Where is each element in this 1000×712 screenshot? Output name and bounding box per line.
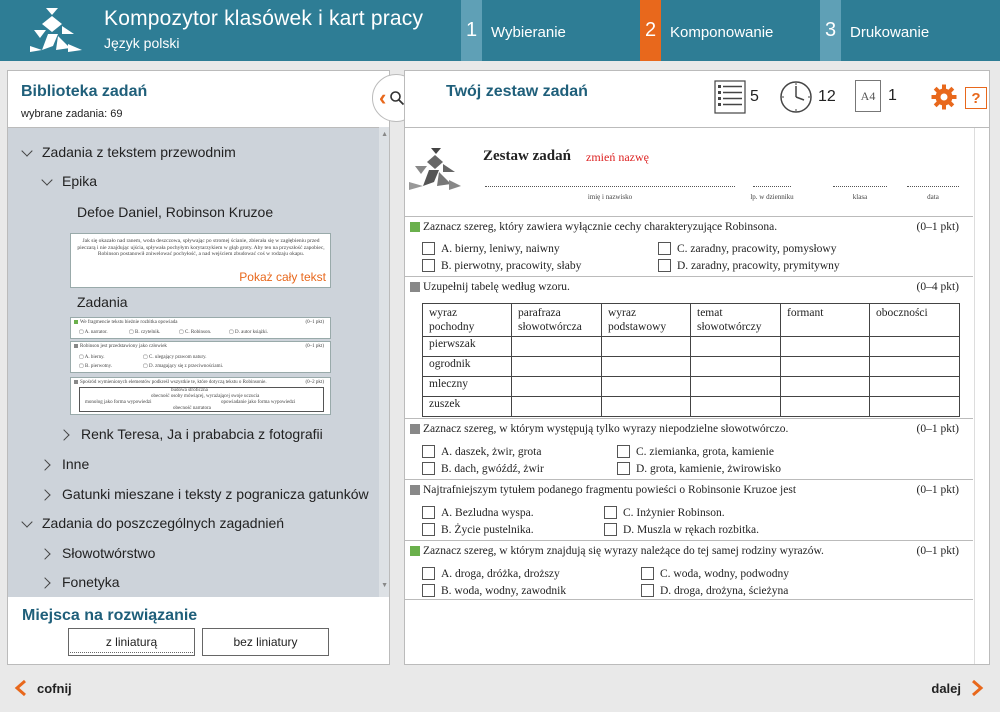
task-text: Zaznacz szereg, w którym znajdują się wyrazy należące do tej samej rodziny wyrazów. bbox=[423, 545, 824, 557]
task-tree bbox=[8, 127, 389, 597]
app-title: Kompozytor klasówek i kart pracy bbox=[104, 7, 424, 30]
task-points: (0–1 pkt) bbox=[916, 545, 959, 557]
step-number: 2 bbox=[640, 0, 661, 61]
task-points: (0–1 pkt) bbox=[916, 221, 959, 233]
task-status-icon bbox=[410, 546, 420, 556]
answer-checkbox[interactable] bbox=[422, 506, 435, 519]
answer-checkbox[interactable] bbox=[422, 462, 435, 475]
chevron-right-icon[interactable] bbox=[60, 429, 71, 440]
chevron-left-icon: ‹ bbox=[379, 85, 387, 110]
task-status-icon bbox=[410, 424, 420, 434]
gear-icon[interactable] bbox=[931, 84, 957, 110]
search-icon bbox=[389, 90, 405, 106]
tree-node-mixed-genres[interactable]: Gatunki mieszane i teksty z pogranicza gatunków bbox=[41, 486, 369, 502]
tree-node-robinson[interactable]: Defoe Daniel, Robinson Kruzoe bbox=[77, 204, 274, 220]
rename-link[interactable]: zmień nazwę bbox=[586, 150, 649, 164]
arrow-left-icon bbox=[14, 679, 28, 697]
text-preview-thumbnail[interactable] bbox=[70, 233, 331, 288]
answer-checkbox[interactable] bbox=[617, 462, 630, 475]
tree-node-word-formation[interactable]: Słowotwórstwo bbox=[41, 545, 155, 561]
doc-logo-icon bbox=[407, 144, 463, 192]
task-item[interactable] bbox=[405, 276, 973, 418]
task-thumbnail[interactable]: Robinson jest przedstawiony jako człowiek (0–1 pkt) ▢ A. bierny. ▢ C. ulegający prawom natury. ▢ B. pierwotny. ▢ D. zmagający się z przeciwnościami. bbox=[70, 341, 331, 373]
tree-node-topics[interactable]: Zadania do poszczególnych zagadnień bbox=[21, 515, 284, 531]
task-text: Zaznacz szereg, w którym występują tylko wyrazy niepodzielne słowotwórczo. bbox=[423, 423, 789, 435]
solution-space-title: Miejsca na rozwiązanie bbox=[22, 607, 198, 624]
set-title: Twój zestaw zadań bbox=[446, 83, 588, 100]
step-number: 1 bbox=[461, 0, 482, 61]
field-label: lp. w dzienniku bbox=[750, 193, 794, 201]
task-item[interactable]: Zaznacz szereg, który zawiera wyłącznie cechy charakteryzujące Robinsona. (0–1 pkt) A. bierny, leniwy, naiwny C. zaradny, pracowity, pomysłowy B. pierwotny, pracowity, słaby D. zaradny, pracowity, prymitywny bbox=[405, 216, 973, 274]
back-button[interactable]: cofnij bbox=[14, 679, 72, 697]
arrow-right-icon bbox=[970, 679, 984, 697]
chevron-down-icon[interactable] bbox=[21, 518, 32, 529]
answer-checkbox[interactable] bbox=[422, 445, 435, 458]
field-label: data bbox=[927, 193, 939, 201]
task-points: (0–1 pkt) bbox=[916, 484, 959, 496]
answer-checkbox[interactable] bbox=[641, 567, 654, 580]
document-preview bbox=[405, 127, 989, 664]
answer-checkbox[interactable] bbox=[422, 523, 435, 536]
app-header bbox=[0, 0, 1000, 61]
tree-node-epika[interactable]: Epika bbox=[41, 173, 97, 189]
answer-checkbox[interactable] bbox=[658, 259, 671, 272]
step-label: Drukowanie bbox=[850, 24, 930, 41]
task-item[interactable]: Zaznacz szereg, w którym znajdują się wyrazy należące do tej samej rodziny wyrazów. (0–1 pkt) A. droga, dróżka, droższy C. woda, wodny, podwodny B. woda, wodny, zawodnik D. droga, drożyna, ścieżyna bbox=[405, 540, 973, 600]
task-item[interactable]: Najtrafniejszym tytułem podanego fragmentu powieści o Robinsonie Kruzoe jest (0–1 pkt) A. Bezludna wyspa. C. Inżynier Robinson. B. Życie pustelnika. D. Muszla w rękach rozbitka. bbox=[405, 479, 973, 539]
tree-node-guided-text[interactable]: Zadania z tekstem przewodnim bbox=[21, 144, 236, 160]
answer-checkbox[interactable] bbox=[422, 259, 435, 272]
answer-checkbox[interactable] bbox=[422, 567, 435, 580]
answer-checkbox[interactable] bbox=[422, 242, 435, 255]
step-compose[interactable] bbox=[640, 0, 820, 61]
chevron-right-icon[interactable] bbox=[41, 489, 52, 500]
step-number: 3 bbox=[820, 0, 841, 61]
text-preview: Jak się okazało nad ranem, woda deszczowa, spływając po stromej ścianie, zbierała się w zagłębieniu przed pieczarą i nie znajdując ujścia, spływała pochyłym korytarzykiem w głąb groty. Aby ten na przyszłość zapobiec, Robinson postanowił zniwelować pochyłość, a nad wejściem zbudować coś w rodzaju okapu. bbox=[77, 238, 325, 257]
chevron-right-icon[interactable] bbox=[41, 548, 52, 559]
step-label: Komponowanie bbox=[670, 24, 774, 41]
answer-checkbox[interactable] bbox=[658, 242, 671, 255]
next-button[interactable]: dalej bbox=[931, 679, 984, 697]
task-status-icon bbox=[410, 485, 420, 495]
task-points: (0–4 pkt) bbox=[916, 281, 959, 293]
tree-node-tasks[interactable]: Zadania bbox=[77, 294, 128, 310]
field-label: imię i nazwisko bbox=[587, 193, 633, 201]
answer-checkbox[interactable] bbox=[641, 584, 654, 597]
selected-count: wybrane zadania: 69 bbox=[21, 108, 123, 120]
show-full-text-link[interactable]: Pokaż cały tekst bbox=[239, 270, 326, 284]
task-list-icon bbox=[714, 80, 746, 114]
chevron-right-icon[interactable] bbox=[41, 459, 52, 470]
answer-checkbox[interactable] bbox=[422, 584, 435, 597]
scroll-down-icon[interactable]: ▼ bbox=[381, 582, 388, 589]
tree-node-phonetics[interactable]: Fonetyka bbox=[41, 574, 120, 590]
answer-checkbox[interactable] bbox=[604, 506, 617, 519]
task-text: Uzupełnij tabelę według wzoru. bbox=[423, 281, 570, 293]
task-set-panel bbox=[404, 70, 990, 665]
chevron-right-icon[interactable] bbox=[41, 577, 52, 588]
tree-scrollbar[interactable] bbox=[379, 127, 389, 597]
task-thumbnail[interactable]: We fragmencie tekstu bieżnie rozbitka opowiada (0–1 pkt) ▢ A. narrator. ▢ B. czytelnik. ▢ C. Robinson. ▢ D. autor książki. bbox=[70, 317, 331, 339]
field-label: klasa bbox=[852, 193, 868, 201]
step-print[interactable] bbox=[820, 0, 1000, 61]
task-points: (0–1 pkt) bbox=[916, 423, 959, 435]
tree-node-inne[interactable]: Inne bbox=[41, 456, 89, 472]
task-text: Najtrafniejszym tytułem podanego fragmentu powieści o Robinsonie Kruzoe jest bbox=[423, 484, 797, 496]
scroll-up-icon[interactable]: ▲ bbox=[381, 131, 388, 138]
help-button[interactable]: ? bbox=[965, 87, 987, 109]
task-item[interactable]: Zaznacz szereg, w którym występują tylko wyrazy niepodzielne słowotwórczo. (0–1 pkt) A. daszek, żwir, grota C. ziemianka, grota, kamienie B. dach, gwóźdź, żwir D. grota, kamienie, żwirowisko bbox=[405, 418, 973, 478]
answer-checkbox[interactable] bbox=[617, 445, 630, 458]
task-thumbnail[interactable]: Spośród wymienionych elementów podkreśl wszystkie te, które dotyczą tekstu o Robinsonie. (0–2 pkt) budowa stroficzna obecność osoby mówiącej, wyrażającej swoje uczucia monolog jako forma wypowiedzi opowiadanie jako forma wypowiedzi obecność narratora bbox=[70, 377, 331, 415]
step-label: Wybieranie bbox=[491, 24, 566, 41]
clock-icon bbox=[779, 80, 813, 114]
task-status-icon bbox=[410, 282, 420, 292]
task-text: Zaznacz szereg, który zawiera wyłącznie cechy charakteryzujące Robinsona. bbox=[423, 221, 778, 233]
unlined-button[interactable]: bez liniatury bbox=[202, 628, 329, 656]
app-subtitle: Język polski bbox=[104, 35, 180, 51]
step-select[interactable] bbox=[461, 0, 639, 61]
answer-checkbox[interactable] bbox=[604, 523, 617, 536]
document-title: Zestaw zadań bbox=[483, 148, 571, 164]
document-scrollbar[interactable] bbox=[974, 128, 989, 664]
chevron-down-icon[interactable] bbox=[41, 176, 52, 187]
page-count-stat: A4 1 bbox=[855, 80, 897, 112]
logo-icon bbox=[28, 6, 84, 54]
chevron-down-icon[interactable] bbox=[21, 147, 32, 158]
word-formation-table: wyraz pochodny parafraza słowotwórcza wyraz podstawowy temat słowotwórczy formant oboczności pierwszak ogrodnik mleczny zuszek bbox=[422, 303, 960, 417]
lined-button[interactable]: z liniaturą bbox=[68, 628, 195, 656]
tree-node-renk[interactable]: Renk Teresa, Ja i prababcia z fotografii bbox=[60, 426, 323, 442]
library-panel bbox=[7, 70, 390, 665]
page-format-icon: A4 bbox=[855, 80, 881, 112]
task-count-stat: 5 bbox=[714, 80, 759, 114]
library-title: Biblioteka zadań bbox=[21, 83, 148, 100]
task-status-icon bbox=[410, 222, 420, 232]
time-stat: 12 bbox=[779, 80, 836, 114]
